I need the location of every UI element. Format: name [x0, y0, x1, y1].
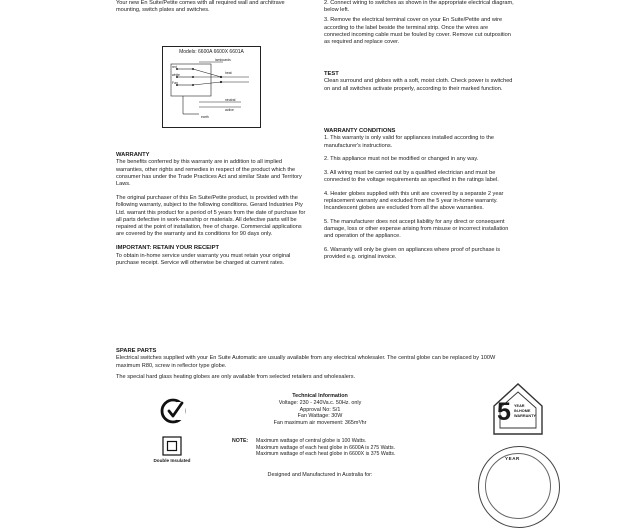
label-red: red	[172, 65, 177, 69]
spare-parts-section	[116, 348, 516, 381]
label-lamboards: lamboards	[215, 58, 231, 62]
test-heading: TEST	[324, 71, 339, 77]
label-neutral: neutral	[225, 98, 236, 102]
c-tick-icon	[160, 398, 186, 424]
condition-item: 6. Warranty will only be given on appliances where proof of purchase is provided e.g. original invoice.	[324, 247, 501, 261]
install-steps	[324, 0, 514, 49]
important-heading: IMPORTANT: RETAIN YOUR RECEIPT	[116, 245, 220, 252]
spare-parts-text-2: The special hard glass heating globes are only available from selected retailers and wholesalers.	[116, 373, 356, 380]
conditions-heading: WARRANTY CONDITIONS	[324, 128, 396, 134]
condition-item: 3. All wiring must be carried out by a qualified electrician and must be connected to the voltage requirements as specified in the ratings label.	[324, 170, 499, 184]
condition-item: 5. The manufacturer does not accept liability for any direct or consequent damage, loss or other expense arising from misuse or incorrect installation and operation of the appliance.	[324, 219, 509, 240]
double-insulated-label: Double Insulated	[153, 458, 191, 463]
technical-heading: Technical Information	[292, 393, 348, 399]
warranty-paragraph-2: The original purchaser of this En Suite/Petite product, is provided with the following warranty, subject to the following conditions. Gerard Industries Pty Ltd. warrant this product for a period of 5 years from the date of purchase for all parts defective in work-manship or materials. All defective parts will be repaired at the point of installation, free of charge. Commercial applications are covered by the warranty and its conditions for 90 days only.	[116, 195, 306, 238]
label-fan: Fan	[172, 81, 178, 85]
double-insulated-icon	[162, 436, 182, 456]
wiring-schematic	[163, 56, 260, 126]
double-insulated-mark	[150, 436, 194, 463]
intro-text: Your new En Suite/Petite comes with all required wall and architrave mounting, switch plates and switches.	[116, 0, 285, 14]
label-white: white	[172, 73, 180, 77]
note-line: Maximum wattage of central globe is 100 Watts.	[256, 438, 367, 444]
test-text: Clean surround and globes with a soft, moist cloth. Check power is switched on and all switches activate properly, according to their marked function.	[324, 78, 513, 92]
seal-logo	[478, 446, 560, 528]
install-step: 2. Connect wiring to switches as shown in the appropriate electrical diagram, below left.	[324, 0, 514, 14]
badge-line: WARRANTY	[514, 414, 536, 418]
technical-line: Fan Wattage: 30W	[297, 413, 343, 420]
label-heat: heat	[225, 71, 232, 75]
badge-line: YEAR	[514, 404, 525, 408]
badge-line: IN-HOME	[514, 409, 531, 413]
technical-line: Voltage: 230 - 240Va.c. 50Hz. only	[278, 399, 362, 406]
technical-info	[250, 393, 390, 427]
wiring-diagram	[162, 46, 261, 128]
conditions-section	[324, 128, 514, 268]
spare-parts-heading: SPARE PARTS	[116, 348, 157, 354]
note-line: Maximum wattage of each heat globe in 6600X is 375 Watts.	[256, 451, 396, 458]
note-line: Maximum wattage of each heat globe in 6600A is 275 Watts.	[256, 444, 396, 451]
install-step: 3. Remove the electrical terminal cover on your En Suite/Petite and wire according to the label beside the terminal strip. Once the wires are connected incoming cable must be fouled by cover. Remove cut outposition as required and replace cover.	[324, 17, 511, 46]
badge-number: 5	[497, 398, 511, 426]
condition-item: 2. This appliance must not be modified or changed in any way.	[324, 156, 479, 163]
footer-text: Designed and Manufactured in Australia for:	[267, 472, 373, 478]
seal-text: YEAR	[505, 456, 520, 461]
condition-item: 1. This warranty is only valid for appliances installed according to the manufacturer's instructions.	[324, 135, 494, 149]
warranty-paragraph-1: The benefits conferred by this warranty are in addition to all implied warranties, other rights and remedies in respect of the product which the consumer has under the Trade Practices Act and similar State and Territory Laws.	[116, 159, 302, 188]
warranty-badge	[490, 380, 546, 436]
technical-line: Approval No: S/1	[299, 406, 341, 413]
spare-parts-text-1: Electrical switches supplied with your En Suite Automatic are usually available from any electrical wholesaler. The central globe can be replaced by 100W maximum R80, screw in reflector type globe.	[116, 355, 496, 369]
warranty-section	[116, 152, 308, 267]
label-active: active	[225, 108, 234, 112]
test-section	[324, 71, 514, 93]
technical-line: Fan maximum air movement: 365m³/hr	[273, 420, 367, 427]
warranty-heading: WARRANTY	[116, 152, 150, 158]
label-earth: earth	[201, 115, 209, 119]
important-text: To obtain in-home service under warranty you must retain your original purchase receipt. Service will otherwise be charged at current rates.	[116, 252, 291, 267]
notes-section	[232, 438, 452, 458]
diagram-title: Models: 6600A 6600X 6601A	[179, 49, 244, 55]
note-label: NOTE:	[232, 438, 249, 444]
condition-item: 4. Heater globes supplied with this unit are covered by a separate 2 year replacement warranty and excluded from the 5 year in-home warranty. Incandescent globes are excluded from all the above warranties.	[324, 190, 504, 212]
